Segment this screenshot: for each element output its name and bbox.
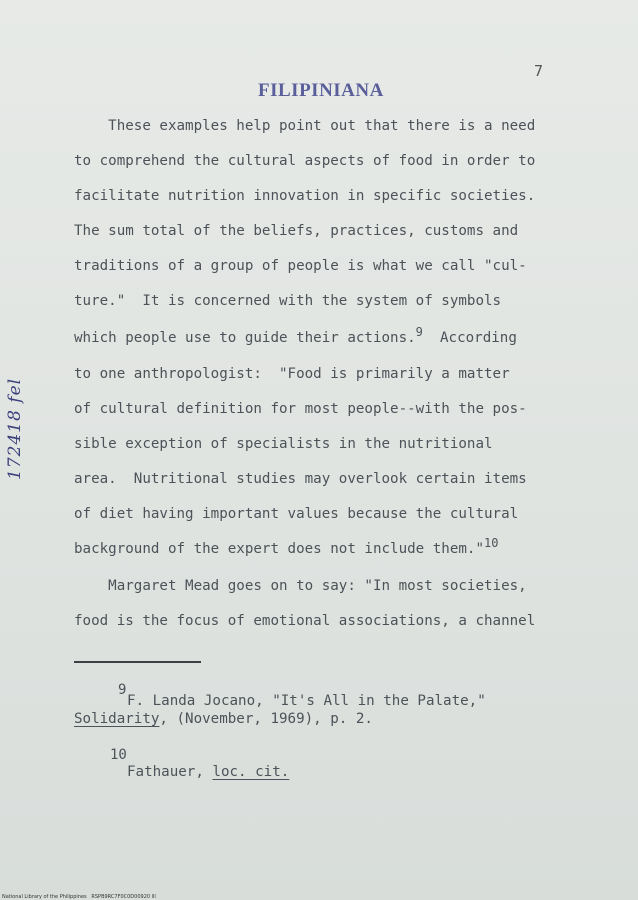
footnote-divider: [74, 661, 201, 663]
footnote-10-marker: 10: [110, 747, 127, 763]
footnote-ref-9: 9: [415, 325, 423, 339]
footnote-9-marker: 9: [118, 682, 127, 698]
body-line: facilitate nutrition innovation in specific societies.: [74, 188, 536, 204]
body-line: area. Nutritional studies may overlook certain items: [74, 471, 527, 487]
footnote-9-source: Solidarity: [74, 711, 160, 727]
body-line-text: which people use to guide their actions.: [74, 330, 416, 346]
footnote-9-line-2: [74, 711, 373, 727]
footnote-9-text-b: , (November, 1969), p. 2.: [159, 711, 373, 727]
handwritten-margin-note: 172418 fel: [5, 377, 25, 480]
body-line: The sum total of the beliefs, practices, customs and: [74, 223, 519, 239]
body-line: traditions of a group of people is what we call "cul-: [74, 258, 527, 274]
body-line: Margaret Mead goes on to say: "In most societies,: [74, 578, 527, 594]
body-line-text: background of the expert does not include them.": [74, 541, 484, 557]
body-line-with-ref-9: [74, 325, 517, 346]
page-number: 7: [534, 62, 544, 80]
body-line-text: According: [422, 330, 517, 346]
body-line: to comprehend the cultural aspects of food in order to: [74, 153, 536, 169]
body-line: sible exception of specialists in the nutritional: [74, 436, 493, 452]
filipiniana-stamp: FILIPINIANA: [258, 80, 384, 101]
footnote-9-text-a: F. Landa Jocano, "It's All in the Palate,": [127, 693, 486, 709]
footnote-10-line: [127, 764, 289, 780]
body-line: to one anthropologist: "Food is primarily a matter: [74, 366, 510, 382]
footnote-10-text: Fathauer,: [127, 764, 213, 780]
body-line-with-ref-10: [74, 536, 499, 557]
body-line: of diet having important values because the cultural: [74, 506, 519, 522]
body-line: food is the focus of emotional associations, a channel: [74, 613, 536, 629]
footnote-10-citation: loc. cit.: [212, 764, 290, 780]
archive-footer: National Library of the Philippines RSPB9RC7F0C0D00920 lll: [2, 894, 156, 900]
body-line: of cultural definition for most people--with the pos-: [74, 401, 527, 417]
body-line: These examples help point out that there is a need: [74, 118, 536, 134]
body-line: ture." It is concerned with the system of symbols: [74, 293, 502, 309]
footnote-ref-10: 10: [484, 536, 499, 550]
